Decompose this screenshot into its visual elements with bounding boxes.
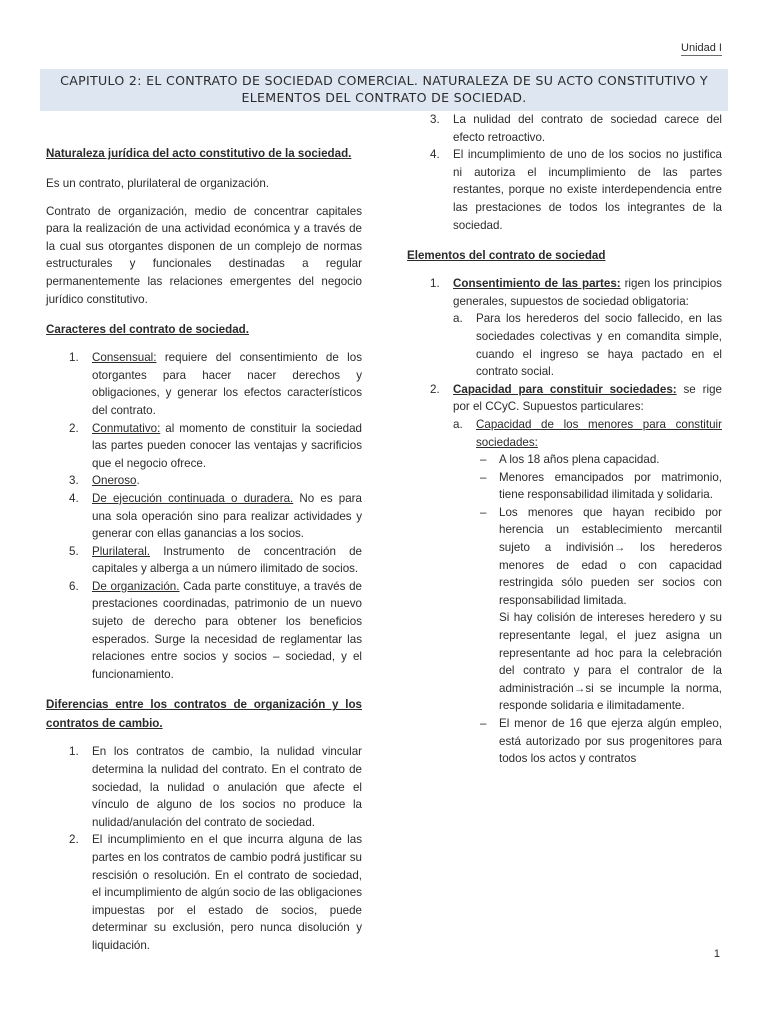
sub-list [453, 310, 722, 380]
chapter-title-banner [40, 69, 728, 111]
page-number: 1 [713, 948, 720, 960]
section-heading-naturaleza: Naturaleza jurídica del acto constitutivo de la sociedad. [46, 147, 352, 160]
dash-list [476, 451, 722, 768]
dash-item: – A los 18 años plena capacidad. [480, 453, 660, 467]
section-heading-caracteres: Caracteres del contrato de sociedad. [46, 323, 249, 337]
dash-item: – El menor de 16 que ejerza algún empleo, está autorizado por sus progenitores para todos los actos y contratos [480, 717, 722, 766]
sub-list-item: a. Capacidad de los menores para constituir sociedades: – A los 18 años plena capacidad. – Menores emancipados por matrimonio, tiene responsabilidad ilimitada y solidaria. – Los menores que hayan recibido por herencia un establecimiento mercantil sujeto a indivisión→ los herederos menores de edad o con capacidad restringida sólo pueden ser socios con responsabilidad limitada. Si hay colisión de intereses heredero y su representante legal, el juez asigna un representante ad hoc para la celebración del contrato y para el contralor de la administración→si se incumple la norma, responde solidaria e ilimitadamente. – El menor de 16 que ejerza algún empleo, está autorizado por sus progenitores para todos los actos y contratos [453, 416, 722, 768]
dash-item: – Menores emancipados por matrimonio, tiene responsabilidad ilimitada y solidaria. [480, 470, 722, 502]
paragraph: Contrato de organización, medio de concentrar capitales para la realización de una actividad económica y a través de la cual sus otorgantes disponen de un complejo de normas estructurales y funcionales destinadas a regular permanentemente las relaciones emergentes del negocio jurídico constitutivo. [46, 204, 362, 306]
list-item: 3. La nulidad del contrato de sociedad carece del efecto retroactivo. [430, 113, 722, 144]
chapter-title-line-1: CAPITULO 2: EL CONTRATO DE SOCIEDAD COMERCIAL. NATURALEZA DE SU ACTO CONSTITUTIVO Y [60, 73, 708, 88]
list-item: 1. Consentimiento de las partes: rigen los principios generales, supuestos de sociedad obligatoria: a. Para los herederos del socio fallecido, en las sociedades colectivas y en comandita simple, cuando el ingreso se haya pactado en el contrato social. [407, 275, 722, 381]
list-item: 6. De organización. Cada parte constituye, a través de prestaciones coordinadas, patrimonio de un nuevo sujeto de derecho para obtener los beneficios esperados. Surge la necesidad de reglamentar las relaciones entre socios y socios – sociedad, y el funcionamiento. [69, 579, 362, 681]
elementos-list [407, 275, 722, 768]
right-column [407, 111, 722, 768]
section-heading-elementos: Elementos del contrato de sociedad [407, 249, 606, 263]
list-item: 5. Plurilateral. Instrumento de concentración de capitales y alberga a un número ilimitado de socios. [69, 544, 362, 576]
list-item: 2. Capacidad para constituir sociedades: se rige por el CCyC. Supuestos particulares: a. Capacidad de los menores para constituir sociedades: – A los 18 años plena capacidad. – Menores emancipados por matrimonio, tiene responsabilidad ilimitada y solidaria. – Los menores que hayan recibido por herencia un establecimiento mercantil sujeto a indivisión→ los herederos menores de edad o con capacidad restringida sólo pueden ser socios con responsabilidad limitada. Si hay colisión de intereses heredero y su representante legal, el juez asigna un representante ad hoc para la celebración del contrato y para el contralor de la administración→si se incumple la norma, responde solidaria e ilimitadamente. – El menor de 16 que ejerza algún empleo, está autorizado por sus progenitores para todos los actos y contratos [407, 381, 722, 768]
list-item: 4. De ejecución continuada o duradera. No es para una sola operación sino para realizar actividades y generar con ellas ganancias a los socios. [69, 491, 362, 541]
dash-item: – Los menores que hayan recibido por herencia un establecimiento mercantil sujeto a indivisión→ los herederos menores de edad o con capacidad restringida sólo pueden ser socios con responsabilidad limitada. Si hay colisión de intereses heredero y su representante legal, el juez asigna un representante ad hoc para la celebración del contrato y para el contralor de la administración→si se incumple la norma, responde solidaria e ilimitadamente. [476, 504, 722, 715]
list-item: 3. Oneroso. [69, 474, 140, 488]
caracteres-list [46, 349, 362, 683]
list-item: 1. Consensual: requiere del consentimiento de los otorgantes para hacer nacer derechos y obligaciones, y generar los efectos característicos del contrato. [69, 351, 362, 417]
chapter-title-line-2: ELEMENTOS DEL CONTRATO DE SOCIEDAD. [241, 90, 527, 105]
section-heading-diferencias: Diferencias entre los contratos de organización y los contratos de cambio. [46, 698, 362, 731]
sub-list-item: a. Para los herederos del socio fallecido, en las sociedades colectivas y en comandita simple, cuando el ingreso se haya pactado en el contrato social. [453, 312, 722, 379]
list-item: 4. El incumplimiento de uno de los socios no justifica ni autoriza el incumplimiento de las partes restantes, porque no existe interdependencia entre las prestaciones de todos los integrantes de la sociedad. [430, 148, 722, 232]
left-column [46, 144, 362, 955]
paragraph: Es un contrato, plurilateral de organización. [46, 177, 269, 190]
list-item: 2. El incumplimiento en el que incurra alguna de las partes en los contratos de cambio podrá justificar su rescisión o resolución. En el contrato de sociedad, el incumplimiento de algún socio de las obligaciones impuestas por el estado de socios, puede determinar su exclusión, pero nunca disolución y liquidación. [69, 833, 362, 952]
unit-label: Unidad I [681, 42, 722, 54]
list-item: 1. En los contratos de cambio, la nulidad vincular determina la nulidad del contrato. En el contrato de sociedad, la nulidad o anulación que afecte el vínculo de alguno de los socios no produce la nulidad/anulación del contrato de sociedad. [69, 745, 362, 829]
diferencias-list-continued [407, 111, 722, 234]
diferencias-list [46, 743, 362, 954]
sub-list [453, 416, 722, 768]
dash-item-continuation: Si hay colisión de intereses heredero y su representante legal, el juez asigna un representante ad hoc para la celebración del contrato y para el contralor de la administración→si se incumple la norma, responde solidaria e ilimitadamente. [499, 611, 722, 713]
list-item: 2. Conmutativo: al momento de constituir la sociedad las partes pueden conocer las ventajas y sacrificios que el negocio ofrece. [69, 421, 362, 470]
